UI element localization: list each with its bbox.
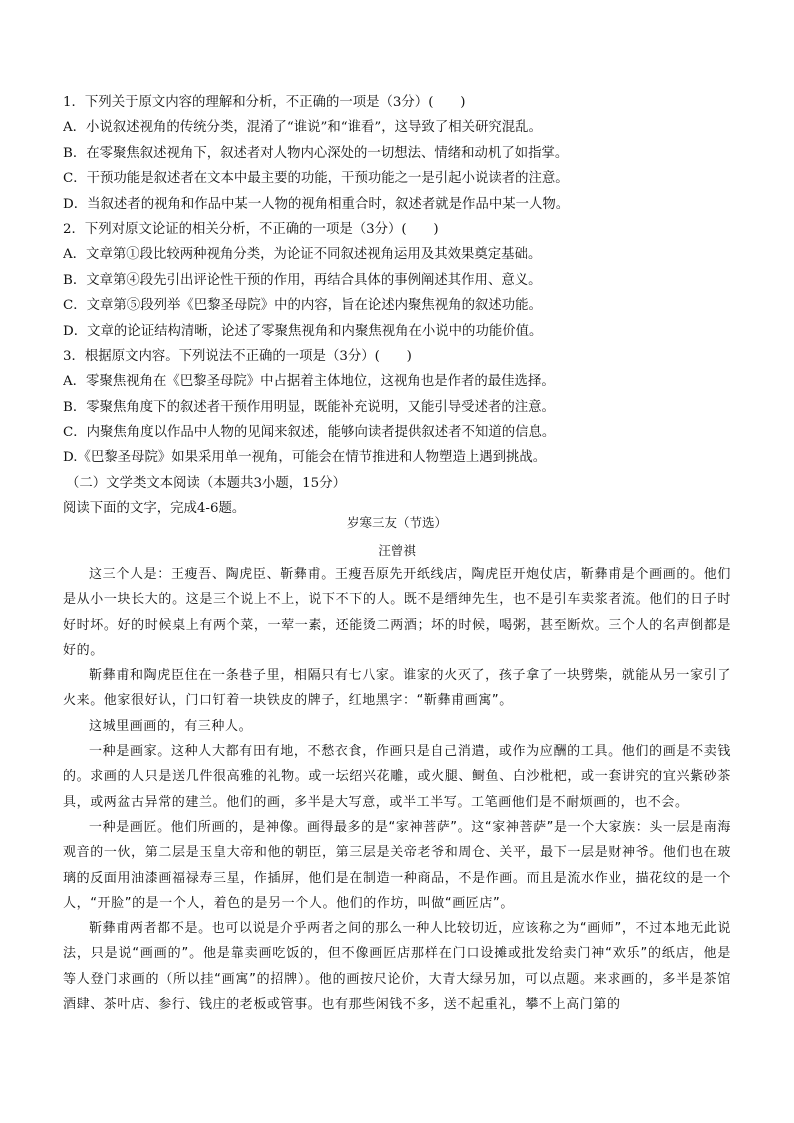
question-3-option-b: B．零聚焦角度下的叙述者干预作用明显，既能补充说明，又能引导受述者的注意。 (63, 399, 555, 415)
passage-paragraph: 一种是画家。这种人大都有田有地，不愁衣食，作画只是自己消遣，或作为应酬的工具。他们的画是不卖钱的。求画的人只是送几件很高雅的礼物。或一坛绍兴花雕，或火腿、鲥鱼、白沙枇杷，或一套讲究的宜兴紫砂茶具，或两盆古异常的建兰。他们的画，多半是大写意，或半工半写。工笔画他们是不耐烦画的，也不会。 (63, 744, 731, 810)
question-1-option-b: B．在零聚焦叙述视角下，叙述者对人物内心深处的一切想法、情绪和动机了如指掌。 (63, 145, 569, 161)
question-1-option-d: D．当叙述者的视角和作品中某一人物的视角相重合时，叙述者就是作品中某一人物。 (63, 196, 570, 212)
questions-block (63, 90, 743, 522)
passage-paragraph: 这三个人是：王瘦吾、陶虎臣、靳彝甫。王瘦吾原先开纸线店，陶虎臣开炮仗店，靳彝甫是个画画的。他们是从小一块长大的。这是三个说上不上，说下不下的人。既不是缙绅先生，也不是引车卖浆者流。他们的日子时好时坏。好的时候桌上有两个菜，一荤一素，还能烫二两酒；坏的时候，喝粥，甚至断炊。三个人的名声倒都是好的。 (63, 567, 731, 658)
section-instruction: 阅读下面的文字，完成4-6题。 (63, 501, 246, 517)
question-2-option-d: D．文章的论证结构清晰，论述了零聚焦视角和内聚焦视角在小说中的功能价值。 (63, 323, 543, 339)
passage-paragraph: 一种是画匠。他们所画的，是神像。画得最多的是“家神菩萨”。这“家神菩萨”是一个大家族：头一层是南海观音的一伙，第二层是玉皇大帝和他的朝臣，第三层是关帝老爷和周仓、关平，最下一层是财神爷。他们也在玻璃的反面用油漆画福禄寿三星，作插屏，他们是在制造一种商品，不是作画。而且是流水作业，描花纹的是一个人，“开脸”的是一个人，着色的是另一个人。他们的作坊，叫做“画匠店”。 (63, 819, 731, 911)
question-3-option-c: C．内聚焦角度以作品中人物的见闻来叙述，能够向读者提供叙述者不知道的信息。 (63, 425, 556, 441)
passage-author: 汪曾祺 (378, 543, 416, 558)
question-2-option-b: B．文章第④段先引出评论性干预的作用，再结合具体的事例阐述其作用、意义。 (63, 272, 542, 288)
question-1-option-c: C．干预功能是叙述者在文本中最主要的功能，干预功能之一是引起小说读者的注意。 (63, 171, 569, 187)
question-3-option-d: D.《巴黎圣母院》如果采用单一视角，可能会在情节推进和人物塑造上遇到挑战。 (63, 450, 547, 466)
question-2-option-a: A．文章第①段比较两种视角分类，为论证不同叙述视角运用及其效果奠定基础。 (63, 247, 542, 263)
question-1-stem: 1．下列关于原文内容的理解和分析，不正确的一项是（3分）( ) (63, 95, 466, 110)
passage-paragraph: 这城里画画的，有三种人。 (89, 718, 253, 734)
question-2-stem: 2．下列对原文论证的相关分析，不正确的一项是（3分）( ) (63, 221, 439, 237)
question-3-option-a: A．零聚焦视角在《巴黎圣母院》中占据着主体地位，这视角也是作者的最佳选择。 (63, 374, 555, 390)
passage-title: 岁寒三友（节选） (346, 515, 447, 530)
passage-paragraph: 靳彝甫两者都不是。也可以说是介乎两者之间的那么一种人比较切近，应该称之为“画师”，不过本地无此说法，只是说“画画的”。他是靠卖画吃饭的，但不像画匠店那样在门口设摊或批发给卖门神“欢乐”的纸店，他是等人登门求画的（所以挂“画寓”的招牌）。他的画按尺论价，大青大绿另加，可以点题。来求画的，多半是茶馆酒肆、茶叶店、参行、钱庄的老板或管事。也有那些闲钱不多，送不起重礼，攀不上高门第的 (63, 921, 731, 1013)
section-heading: （二）文学类文本阅读（本题共3小题，15分） (66, 475, 346, 491)
question-1-option-a: A．小说叙述视角的传统分类，混淆了“谁说”和“谁看”，这导致了相关研究混乱。 (63, 120, 542, 136)
question-2-option-c: C．文章第⑤段列举《巴黎圣母院》中的内容，旨在论述内聚焦视角的叙述功能。 (63, 298, 542, 314)
passage-paragraph: 靳彝甫和陶虎臣住在一条巷子里，相隔只有七八家。谁家的火灭了，孩子拿了一块劈柴，就能从另一家引了火来。他家很好认，门口钉着一块铁皮的牌子，红地黑字：“靳彝甫画寓”。 (63, 668, 731, 709)
passage-body (63, 562, 731, 1017)
question-3-stem: 3．根据原文内容。下列说法不正确的一项是（3分）( ) (63, 348, 412, 364)
